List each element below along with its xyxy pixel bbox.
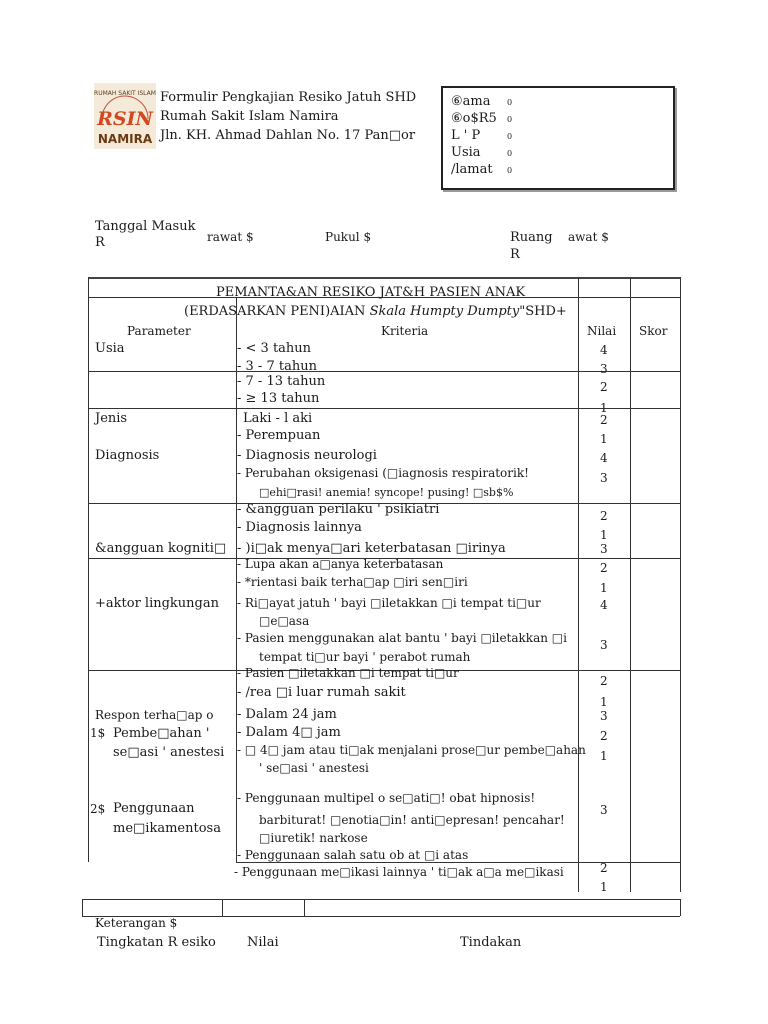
subtitle-suffix: "SHD+	[519, 304, 567, 319]
nilai-value: 1	[600, 432, 608, 446]
hospital-logo	[94, 83, 156, 149]
footer-rule	[82, 899, 680, 900]
table-col-divider	[578, 277, 579, 892]
info-value-norm[interactable]: 0	[507, 115, 513, 124]
footer-col-tindakan: Tindakan	[460, 935, 522, 950]
info-label-nama: ⑥ama	[451, 94, 491, 109]
criteria-item: - Diagnosis lainnya	[237, 520, 362, 535]
param-respon: Respon terha□ap o	[95, 708, 214, 722]
info-label-usia: Usia	[451, 145, 481, 160]
hospital-address: Jln. KH. Ahmad Dahlan No. 17 Pan□or	[160, 128, 416, 143]
criteria-item: - Diagnosis neurologi	[237, 448, 377, 463]
nilai-value: 1	[600, 880, 608, 894]
nilai-value: 2	[600, 861, 608, 875]
criteria-item-cont: □e□asa	[259, 614, 310, 628]
criteria-item: - < 3 tahun	[237, 341, 312, 356]
table-rule	[88, 371, 681, 372]
criteria-item: - Perempuan	[237, 428, 321, 443]
param-respon-2b: me□ikamentosa	[113, 821, 221, 836]
subtitle-scale: Skala Humpty Dumpty	[369, 304, 520, 319]
hospital-name: Rumah Sakit Islam Namira	[160, 109, 339, 124]
criteria-item: - Penggunaan me□ikasi lainnya ' ti□ak a□a me□ikasi	[234, 865, 564, 879]
nilai-value: 3	[600, 638, 608, 652]
info-value-nama[interactable]: 0	[507, 98, 513, 107]
param-respon-2-num: 2$	[90, 802, 106, 816]
footer-divider	[222, 899, 223, 916]
info-value-alamat[interactable]: 0	[507, 166, 513, 175]
nilai-value: 3	[600, 471, 608, 485]
svg-text:RSIN: RSIN	[97, 108, 153, 130]
col-header-parameter: Parameter	[127, 324, 191, 338]
footer-divider	[304, 899, 305, 916]
nilai-value: 1	[600, 695, 608, 709]
svg-text:NAMIRA: NAMIRA	[97, 132, 153, 146]
keterangan-label: Keterangan $	[95, 916, 178, 930]
table-rule	[88, 408, 681, 409]
param-usia: Usia	[95, 341, 125, 356]
criteria-item: - Dalam 4□ jam	[237, 725, 341, 740]
table-left-border	[88, 277, 89, 862]
ruang-label-2: R	[510, 247, 520, 262]
svg-text:RUMAH SAKIT ISLAM: RUMAH SAKIT ISLAM	[94, 90, 156, 97]
col-header-nilai: Nilai	[587, 324, 617, 338]
pukul-label: Pukul $	[325, 230, 372, 244]
param-faktor-lingkungan: +aktor lingkungan	[95, 596, 219, 611]
info-label-lp: L ' P	[451, 128, 481, 143]
criteria-item: - ≥ 13 tahun	[237, 391, 320, 406]
criteria-item: - Pasien menggunakan alat bantu ' bayi □iletakkan □i	[237, 631, 567, 645]
criteria-item-cont: □iuretik! narkose	[259, 831, 368, 845]
param-diagnosis: Diagnosis	[95, 448, 160, 463]
param-respon-1a: Pembe□ahan '	[113, 726, 210, 741]
nilai-value: 4	[600, 343, 608, 357]
param-respon-1-num: 1$	[90, 726, 106, 740]
info-value-usia[interactable]: 0	[507, 149, 513, 158]
nilai-value: 1	[600, 581, 608, 595]
footer-divider	[82, 899, 83, 916]
tanggal-masuk-label-2: R	[95, 235, 105, 250]
param-jenis: Jenis	[95, 411, 128, 426]
awat-label: awat $	[568, 230, 609, 244]
criteria-item: - &angguan perilaku ' psikiatri	[237, 502, 440, 517]
param-respon-2a: Penggunaan	[113, 801, 195, 816]
criteria-item: - Dalam 24 jam	[237, 707, 337, 722]
criteria-item: Laki - l aki	[243, 411, 313, 426]
nilai-value: 1	[600, 528, 608, 542]
criteria-item: - *rientasi baik terha□ap □iri sen□iri	[237, 575, 468, 589]
nilai-value: 3	[600, 542, 608, 556]
nilai-value: 2	[600, 561, 608, 575]
form-title: Formulir Pengkajian Resiko Jatuh SHD	[160, 90, 417, 105]
nilai-value: 2	[600, 413, 608, 427]
nilai-value: 4	[600, 451, 608, 465]
info-value-lp[interactable]: 0	[507, 132, 513, 141]
table-top-border	[88, 277, 681, 279]
nilai-value: 1	[600, 401, 608, 415]
ruang-label: Ruang	[510, 230, 553, 245]
criteria-item: - Lupa akan a□anya keterbatasan	[237, 557, 444, 571]
nilai-value: 3	[600, 362, 608, 376]
subtitle-prefix: (ERDASARKAN PENI)AIAN	[184, 304, 366, 319]
criteria-item: - Penggunaan salah satu ob at □i atas	[237, 848, 469, 862]
criteria-item: - Perubahan oksigenasi (□iagnosis respiratorik!	[237, 466, 529, 480]
table-rule	[236, 862, 681, 863]
criteria-item: - /rea □i luar rumah sakit	[237, 685, 406, 700]
info-label-norm: ⑥o$R5	[451, 111, 497, 126]
nilai-value: 4	[600, 598, 608, 612]
criteria-item: - □ 4□ jam atau ti□ak menjalani prose□ur pembe□ahan	[237, 743, 586, 757]
table-right-border	[680, 277, 681, 892]
criteria-item: - Pasien □iletakkan □i tempat ti□ur	[237, 666, 459, 680]
nilai-value: 2	[600, 729, 608, 743]
nilai-value: 1	[600, 749, 608, 763]
table-title: PEMANTA&AN RESIKO JAT&H PASIEN ANAK	[216, 285, 526, 300]
rawat-label: rawat $	[207, 230, 254, 244]
criteria-item-cont: tempat ti□ur bayi ' perabot rumah	[259, 650, 471, 664]
logo-graphic	[94, 83, 156, 149]
criteria-item: - 7 - 13 tahun	[237, 374, 326, 389]
nilai-value: 2	[600, 674, 608, 688]
nilai-value: 3	[600, 709, 608, 723]
nilai-value: 2	[600, 509, 608, 523]
param-respon-1b: se□asi ' anestesi	[113, 745, 225, 760]
nilai-value: 2	[600, 380, 608, 394]
tanggal-masuk-label: Tanggal Masuk	[95, 219, 196, 234]
criteria-item: - )i□ak menya□ari keterbatasan □irinya	[237, 541, 506, 556]
footer-col-tingkatan: Tingkatan R esiko	[97, 935, 216, 950]
footer-col-nilai: Nilai	[247, 935, 279, 950]
info-label-alamat: /lamat	[451, 162, 493, 177]
criteria-item: - 3 - 7 tahun	[237, 359, 317, 374]
criteria-item-cont: ' se□asi ' anestesi	[259, 761, 369, 775]
nilai-value: 3	[600, 803, 608, 817]
footer-divider	[680, 899, 681, 916]
table-col-divider	[630, 277, 631, 892]
criteria-item-cont: barbiturat! □enotia□in! anti□epresan! pencahar!	[259, 813, 565, 827]
param-gangguan-kognitif: &angguan kogniti□	[95, 541, 227, 556]
table-subtitle	[184, 305, 567, 318]
criteria-item: - Penggunaan multipel o se□ati□! obat hipnosis!	[237, 791, 536, 805]
criteria-item-cont: □ehi□rasi! anemia! syncope! pusing! □sb$%	[259, 486, 514, 499]
col-header-skor: Skor	[639, 324, 668, 338]
criteria-item: - Ri□ayat jatuh ' bayi □iletakkan □i tempat ti□ur	[237, 596, 541, 610]
col-header-kriteria: Kriteria	[381, 324, 429, 338]
